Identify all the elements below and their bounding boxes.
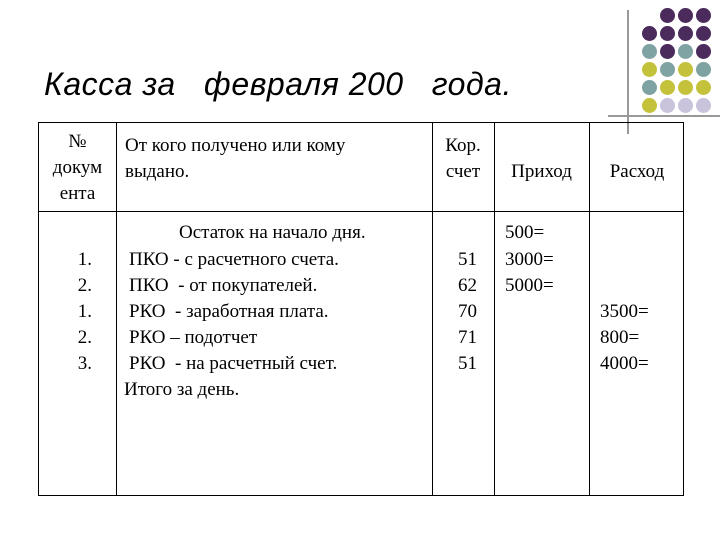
decorative-dot [678,80,693,95]
doc-number: 2. [77,275,92,296]
decorative-dot [696,8,711,23]
decorative-dot [678,44,693,59]
decorative-dot [696,80,711,95]
decorative-dot [660,44,675,59]
expense-value: 3500= [600,301,649,322]
decorative-dot [660,8,675,23]
decorative-dot [678,26,693,41]
decorative-dot [660,80,675,95]
decorative-dot [678,62,693,77]
decorative-dot [660,98,675,113]
header-from-to: От кого получено или кому выдано. [125,135,346,182]
doc-number: 1. [77,301,92,322]
income-value: 3000= [505,249,554,270]
total-label: Итого за день. [124,379,240,400]
doc-number: 1. [77,249,92,270]
opening-balance-label: Остаток на начало дня. [179,222,366,243]
income-value: 5000= [505,275,554,296]
account-number: 62 [458,275,477,296]
decorative-dot-grid [640,8,720,128]
decorative-dot [642,62,657,77]
decorative-dot [696,62,711,77]
description: РКО – подотчет [129,327,258,348]
header-divider [39,211,683,212]
header-income: Приход [511,161,572,182]
decorative-dot [678,8,693,23]
column-divider [116,123,117,495]
cash-table [38,122,684,496]
decorative-dot [678,98,693,113]
opening-balance-value: 500= [505,222,545,243]
decorative-dot [660,62,675,77]
decorative-dot [642,98,657,113]
description: РКО - на расчетный счет. [129,353,338,374]
description: ПКО - с расчетного счета. [129,249,339,270]
account-number: 71 [458,327,477,348]
expense-value: 800= [600,327,640,348]
decorative-dot [696,26,711,41]
decorative-dot [642,44,657,59]
decorative-dot [642,80,657,95]
header-account: Кор. счет [445,135,481,182]
decorative-dot [642,26,657,41]
description: РКО - заработная плата. [129,301,329,322]
header-doc-number: № докум ента [52,131,103,204]
description: ПКО - от покупателей. [129,275,318,296]
expense-value: 4000= [600,353,649,374]
account-number: 51 [458,353,477,374]
doc-number: 3. [77,353,92,374]
header-expense: Расход [609,161,665,182]
account-number: 51 [458,249,477,270]
doc-number: 2. [77,327,92,348]
decorative-dot [696,98,711,113]
decorative-dot [696,44,711,59]
account-number: 70 [458,301,477,322]
page-title: Касса за февраля 200 года. [44,66,512,102]
decorative-dot [660,26,675,41]
